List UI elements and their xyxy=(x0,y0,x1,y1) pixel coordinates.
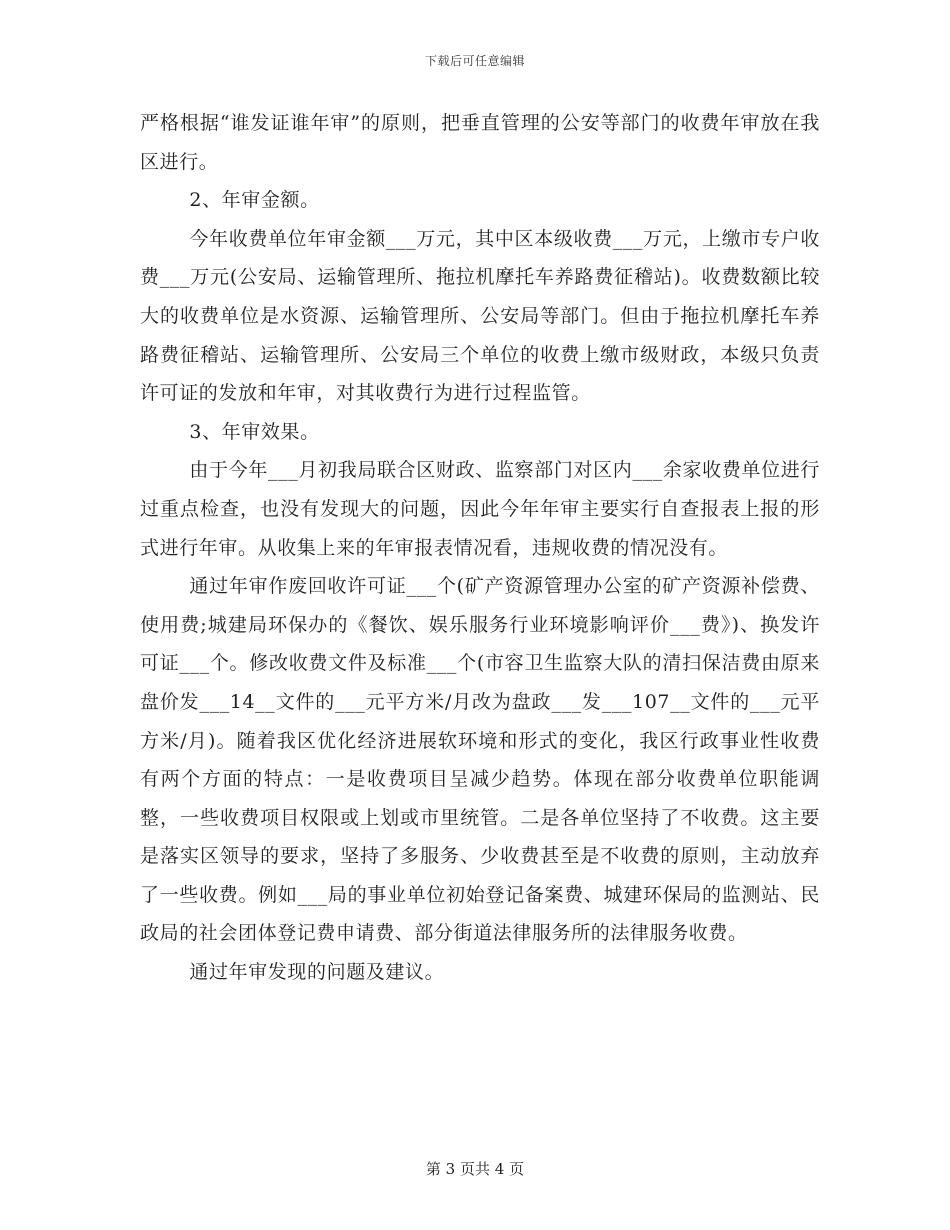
paragraph-results: 通过年审作废回收许可证___个(矿产资源管理办公室的矿产资源补偿费、使用费;城建局环保办的《餐饮、娱乐服务行业环境影响评价___费》)、换发许可证___个。修改收费文件及标准___个(市容卫生监察大队的清扫保洁费由原来盘价发___14__文件的___元平方米/月改为盘政___发___107__文件的___元平方米/月)。随着我区优化经济进展软环境和形式的变化，我区行政事业性收费有两个方面的特点：一是收费项目呈减少趋势。体现在部分收费单位职能调整，一些收费项目权限或上划或市里统管。二是各单位坚持了不收费。这主要是落实区领导的要求，坚持了多服务、少收费甚至是不收费的原则，主动放弃了一些收费。例如___局的事业单位初始登记备案费、城建环保局的监测站、民政局的社会团体登记费申请费、部分街道法律服务所的法律服务收费。 xyxy=(140,575,820,945)
paragraph-effect: 由于今年___月初我局联合区财政、监察部门对区内___余家收费单位进行过重点检查，也没有发现大的问题，因此今年年审主要实行自查报表上报的形式进行年审。从收集上来的年审报表情况看，违规收费的情况没有。 xyxy=(140,459,820,559)
section-heading-effect: 3、年审效果。 xyxy=(189,420,320,443)
section-heading-amount: 2、年审金额。 xyxy=(189,189,320,212)
page-number-footer: 第 3 页共 4 页 xyxy=(425,1160,525,1178)
page-header: 下载后可任意编辑 xyxy=(424,54,525,68)
paragraph-amount: 今年收费单位年审金额___万元，其中区本级收费___万元，上缴市专户收费___万元(公安局、运输管理所、拖拉机摩托车养路费征稽站)。收费数额比较大的收费单位是水资源、运输管理所、公安局等部门。但由于拖拉机摩托车养路费征稽站、运输管理所、公安局三个单位的收费上缴市级财政，本级只负责许可证的发放和年审，对其收费行为进行过程监管。 xyxy=(140,227,820,405)
document-body xyxy=(140,104,820,992)
paragraph-principle: 严格根据“谁发证谁年审”的原则，把垂直管理的公安等部门的收费年审放在我区进行。 xyxy=(140,112,820,173)
section-heading-issues: 通过年审发现的问题及建议。 xyxy=(189,961,445,984)
